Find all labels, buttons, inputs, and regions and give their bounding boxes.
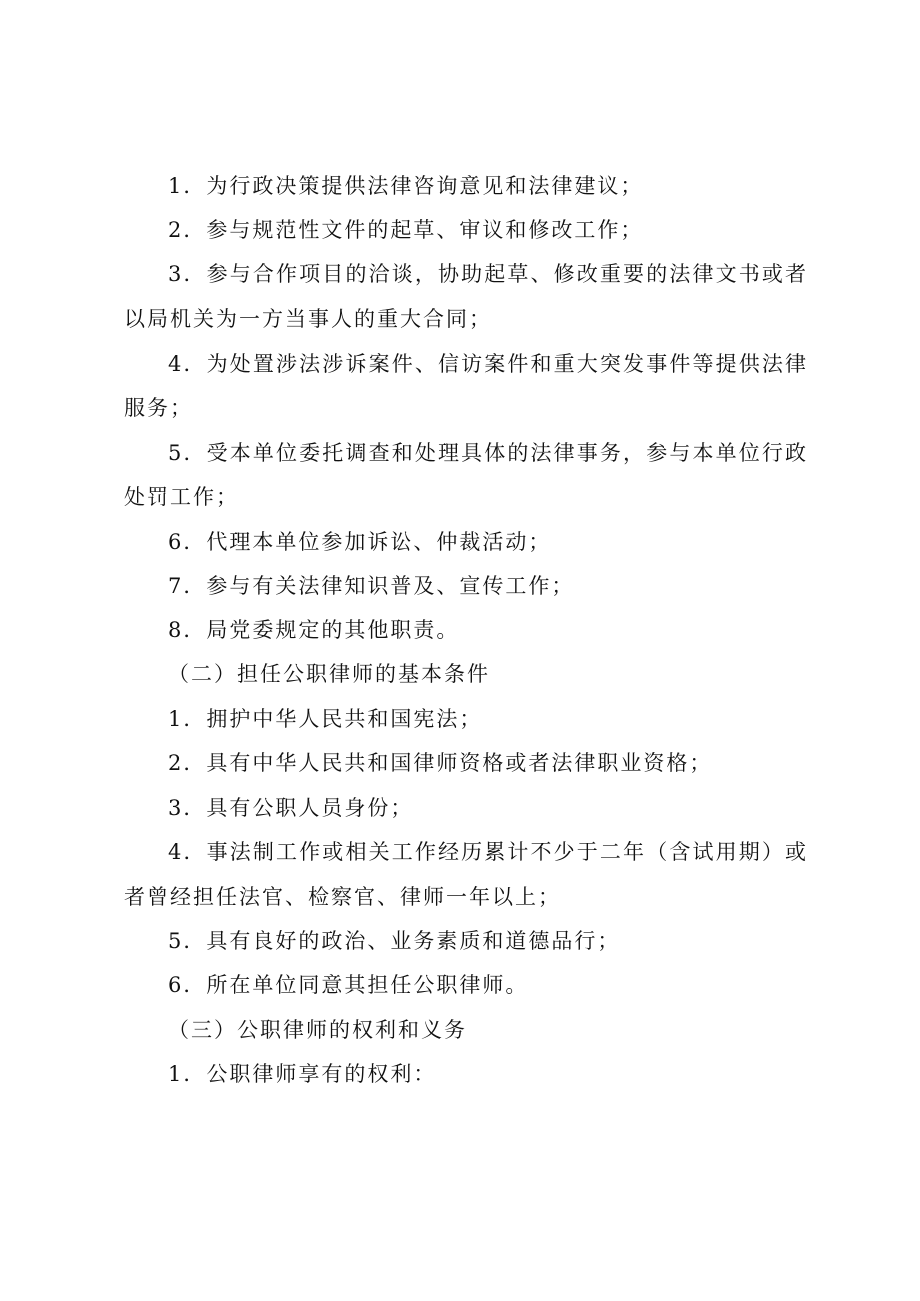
duty-item-2: 2．参与规范性文件的起草、审议和修改工作； xyxy=(168,218,644,242)
condition-item-4-line-1: 4．事法制工作或相关工作经历累计不少于二年（含试用期）或 xyxy=(168,840,808,864)
section-2-heading: （二）担任公职律师的基本条件 xyxy=(168,662,490,686)
duty-item-3-line-1: 3．参与合作项目的洽谈，协助起草、修改重要的法律文书或者 xyxy=(168,262,808,286)
condition-item-6: 6．所在单位同意其担任公职律师。 xyxy=(168,973,529,997)
condition-item-4-line-2: 者曾经担任法官、检察官、律师一年以上； xyxy=(124,885,561,909)
condition-item-1: 1．拥护中华人民共和国宪法； xyxy=(168,707,483,731)
condition-item-3: 3．具有公职人员身份； xyxy=(168,796,414,820)
duty-item-5-line-1: 5．受本单位委托调查和处理具体的法律事务，参与本单位行政 xyxy=(168,441,808,465)
duty-item-4-line-2: 服务； xyxy=(124,396,193,420)
duty-item-3-line-2: 以局机关为一方当事人的重大合同； xyxy=(124,307,492,331)
duty-item-7: 7．参与有关法律知识普及、宣传工作； xyxy=(168,574,575,598)
condition-item-5: 5．具有良好的政治、业务素质和道德品行； xyxy=(168,929,621,953)
duty-item-6: 6．代理本单位参加诉讼、仲裁活动； xyxy=(168,530,552,554)
rights-item-1: 1．公职律师享有的权利： xyxy=(168,1062,437,1086)
duty-item-4-line-1: 4．为处置涉法涉诉案件、信访案件和重大突发事件等提供法律 xyxy=(168,352,808,376)
duty-item-8: 8．局党委规定的其他职责。 xyxy=(168,618,460,642)
duty-item-1: 1．为行政决策提供法律咨询意见和法律建议； xyxy=(168,174,644,198)
section-3-heading: （三）公职律师的权利和义务 xyxy=(168,1018,467,1042)
condition-item-2: 2．具有中华人民共和国律师资格或者法律职业资格； xyxy=(168,751,713,775)
duty-item-5-line-2: 处罚工作； xyxy=(124,485,239,509)
